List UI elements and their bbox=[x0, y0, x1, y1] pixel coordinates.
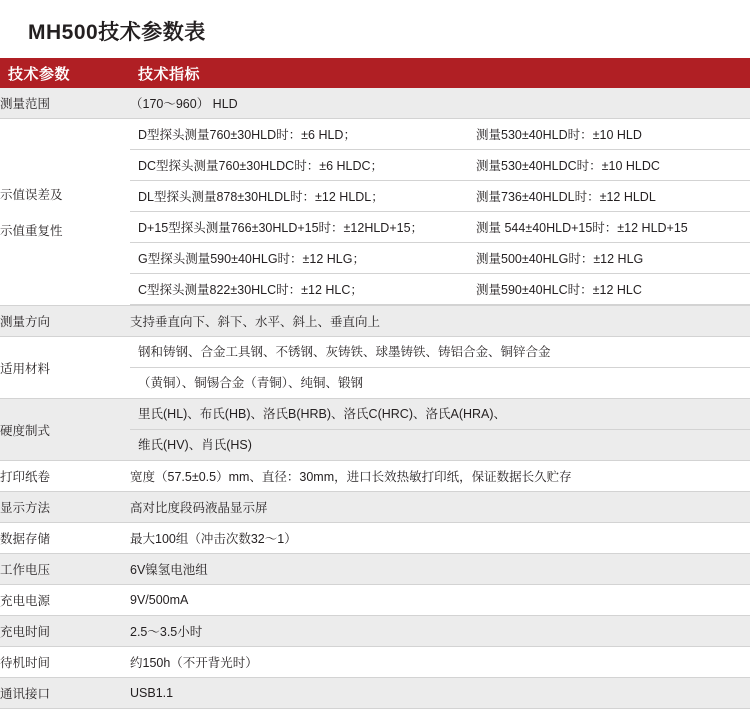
row-label: 充电时间 bbox=[0, 616, 130, 647]
header-param: 技术参数 bbox=[0, 58, 130, 88]
subtable-row bbox=[130, 181, 750, 212]
row-value: 宽度（57.5±0.5）mm、直径：30mm，进口长效热敏打印纸，保证数据长久贮存 bbox=[130, 461, 750, 492]
table-row bbox=[0, 678, 750, 709]
table-row bbox=[0, 461, 750, 492]
row-value-line: （黄铜）、铜锡合金（青铜）、纯铜、锻钢 bbox=[138, 376, 364, 390]
subtable-row bbox=[130, 274, 750, 305]
subtable-row bbox=[130, 243, 750, 274]
row-value: 6V镍氢电池组 bbox=[130, 554, 750, 585]
sub-left: DC型探头测量760±30HLDC时：±6 HLDC； bbox=[130, 150, 474, 181]
subtable-row bbox=[130, 119, 750, 150]
row-value: 2.5～3.5小时 bbox=[130, 616, 750, 647]
row-value bbox=[130, 337, 750, 399]
error-spec-subtable bbox=[130, 119, 750, 305]
header-spec: 技术指标 bbox=[130, 58, 750, 88]
row-value: 高对比度段码液晶显示屏 bbox=[130, 492, 750, 523]
row-label: 打印纸卷 bbox=[0, 461, 130, 492]
row-value-line: 钢和铸钢、合金工具钢、不锈钢、灰铸铁、球墨铸铁、铸铝合金、铜锌合金 bbox=[130, 337, 750, 368]
spec-table bbox=[0, 58, 750, 709]
sub-left: DL型探头测量878±30HLDL时：±12 HLDL； bbox=[130, 181, 474, 212]
row-label: 数据存储 bbox=[0, 523, 130, 554]
row-value: 约150h（不开背光时） bbox=[130, 647, 750, 678]
sub-right: 测量736±40HLDL时：±12 HLDL bbox=[474, 181, 750, 212]
table-row bbox=[0, 554, 750, 585]
sub-right: 测量530±40HLDC时：±10 HLDC bbox=[474, 150, 750, 181]
row-value-line: 维氏(HV)、肖氏(HS) bbox=[138, 438, 252, 452]
sub-right: 测量 544±40HLD+15时：±12 HLD+15 bbox=[474, 212, 750, 243]
sub-right: 测量590±40HLC时：±12 HLC bbox=[474, 274, 750, 305]
row-value-line: 里氏(HL)、布氏(HB)、洛氏B(HRB)、洛氏C(HRC)、洛氏A(HRA)、 bbox=[130, 399, 750, 430]
sub-left: D+15型探头测量766±30HLD+15时：±12HLD+15； bbox=[130, 212, 474, 243]
table-row bbox=[0, 119, 750, 306]
sub-left: C型探头测量822±30HLC时：±12 HLC； bbox=[130, 274, 474, 305]
sub-left: D型探头测量760±30HLD时：±6 HLD； bbox=[130, 119, 474, 150]
table-row bbox=[0, 616, 750, 647]
row-label bbox=[0, 119, 130, 306]
sub-left: G型探头测量590±40HLG时：±12 HLG； bbox=[130, 243, 474, 274]
subtable-row bbox=[130, 150, 750, 181]
subtable-row bbox=[130, 212, 750, 243]
row-value: 9V/500mA bbox=[130, 585, 750, 616]
row-label: 充电电源 bbox=[0, 585, 130, 616]
row-value bbox=[130, 119, 750, 306]
table-row bbox=[0, 585, 750, 616]
row-label: 工作电压 bbox=[0, 554, 130, 585]
row-label-line: 示值重复性 bbox=[0, 224, 63, 238]
sub-right: 测量500±40HLG时：±12 HLG bbox=[474, 243, 750, 274]
table-row bbox=[0, 306, 750, 337]
table-row bbox=[0, 399, 750, 461]
row-value: 支持垂直向下、斜下、水平、斜上、垂直向上 bbox=[130, 306, 750, 337]
row-label: 测量方向 bbox=[0, 306, 130, 337]
row-label: 测量范围 bbox=[0, 88, 130, 119]
row-label-line: 示值误差及 bbox=[0, 188, 63, 202]
sub-right: 测量530±40HLD时：±10 HLD bbox=[474, 119, 750, 150]
row-value: （170～960） HLD bbox=[130, 88, 750, 119]
row-value: USB1.1 bbox=[130, 678, 750, 709]
row-label: 通讯接口 bbox=[0, 678, 130, 709]
table-row bbox=[0, 647, 750, 678]
table-header-row bbox=[0, 58, 750, 88]
table-row bbox=[0, 88, 750, 119]
page-title: MH500技术参数表 bbox=[28, 21, 206, 44]
row-value bbox=[130, 399, 750, 461]
row-label: 待机时间 bbox=[0, 647, 130, 678]
table-row bbox=[0, 492, 750, 523]
row-label: 显示方法 bbox=[0, 492, 130, 523]
table-row bbox=[0, 337, 750, 399]
row-label: 适用材料 bbox=[0, 337, 130, 399]
row-label: 硬度制式 bbox=[0, 399, 130, 461]
table-row bbox=[0, 523, 750, 554]
row-value: 最大100组（冲击次数32～1） bbox=[130, 523, 750, 554]
